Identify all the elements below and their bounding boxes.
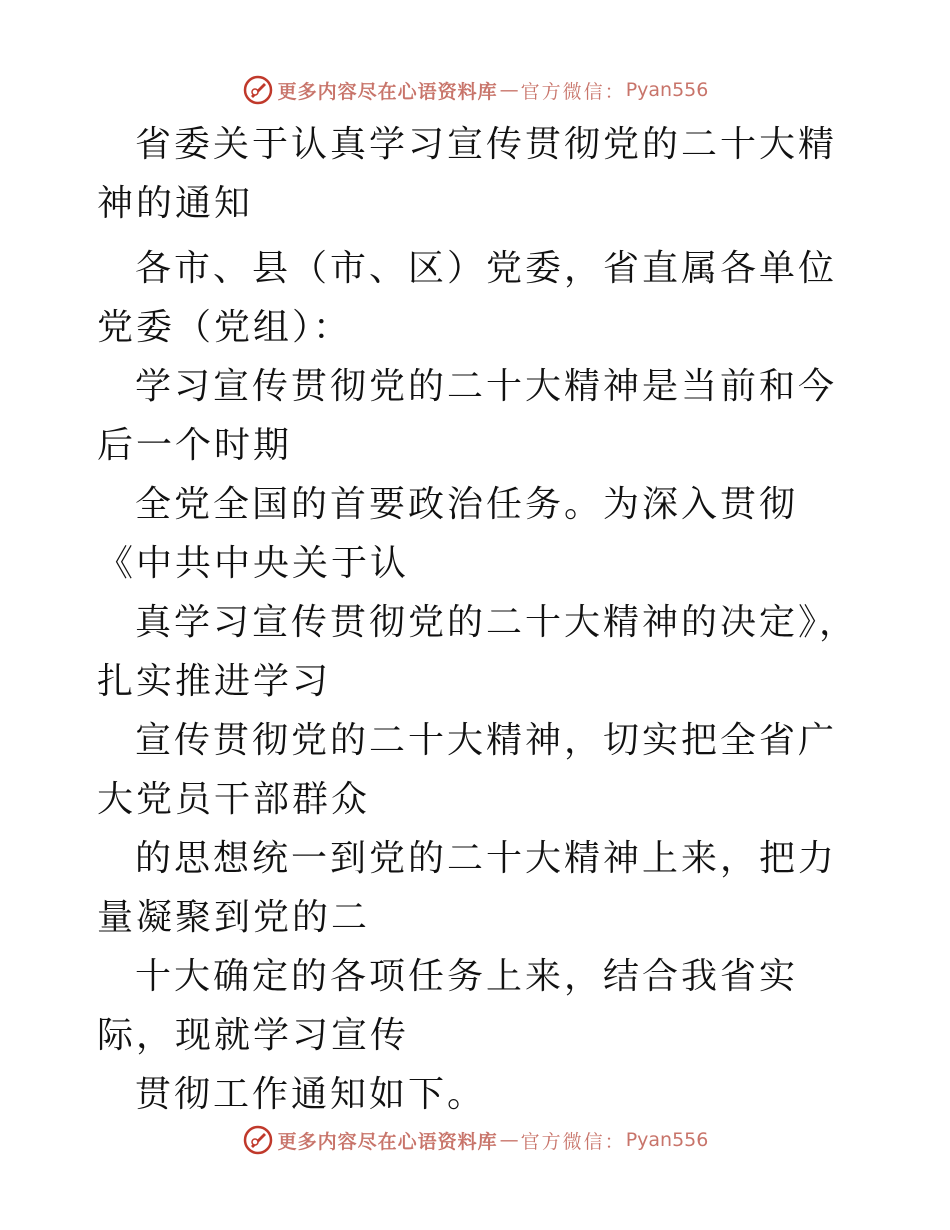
banner-wechat-id: Pyan556 <box>625 79 709 101</box>
banner-site-text: 更多内容尽在心语资料库 <box>277 1130 498 1153</box>
quill-logo-icon <box>242 1124 274 1156</box>
footer-banner <box>0 1120 950 1160</box>
quill-logo-icon <box>242 74 274 106</box>
banner-wechat-label: 官方微信： <box>520 1130 626 1153</box>
document-paragraph: 宣传贯彻党的二十大精神，切实把全省广大党员干部群众 <box>97 720 838 820</box>
banner-site-text: 更多内容尽在心语资料库 <box>277 80 498 103</box>
banner-dash: — <box>499 79 519 101</box>
document-paragraph: 真学习宣传贯彻党的二十大精神的决定》，扎实推进学习 <box>97 602 859 702</box>
banner-dash: — <box>499 1129 519 1151</box>
document-title: 省委关于认真学习宣传贯彻党的二十大精神的通知 <box>97 124 838 224</box>
document-paragraph: 的思想统一到党的二十大精神上来，把力量凝聚到党的二 <box>97 838 838 938</box>
document-paragraph: 十大确定的各项任务上来，结合我省实际，现就学习宣传 <box>97 956 799 1056</box>
document-body <box>97 115 867 1124</box>
document-paragraph: 学习宣传贯彻党的二十大精神是当前和今后一个时期 <box>97 366 838 466</box>
document-paragraph: 全党全国的首要政治任务。为深入贯彻《中共中央关于认 <box>97 484 799 584</box>
document-paragraph: 贯彻工作通知如下。 <box>135 1074 487 1115</box>
document-paragraph: 各市、县（市、区）党委，省直属各单位党委（党组）： <box>97 248 838 348</box>
header-banner <box>0 70 950 110</box>
banner-wechat-id: Pyan556 <box>625 1129 709 1151</box>
banner-wechat-label: 官方微信： <box>520 80 626 103</box>
